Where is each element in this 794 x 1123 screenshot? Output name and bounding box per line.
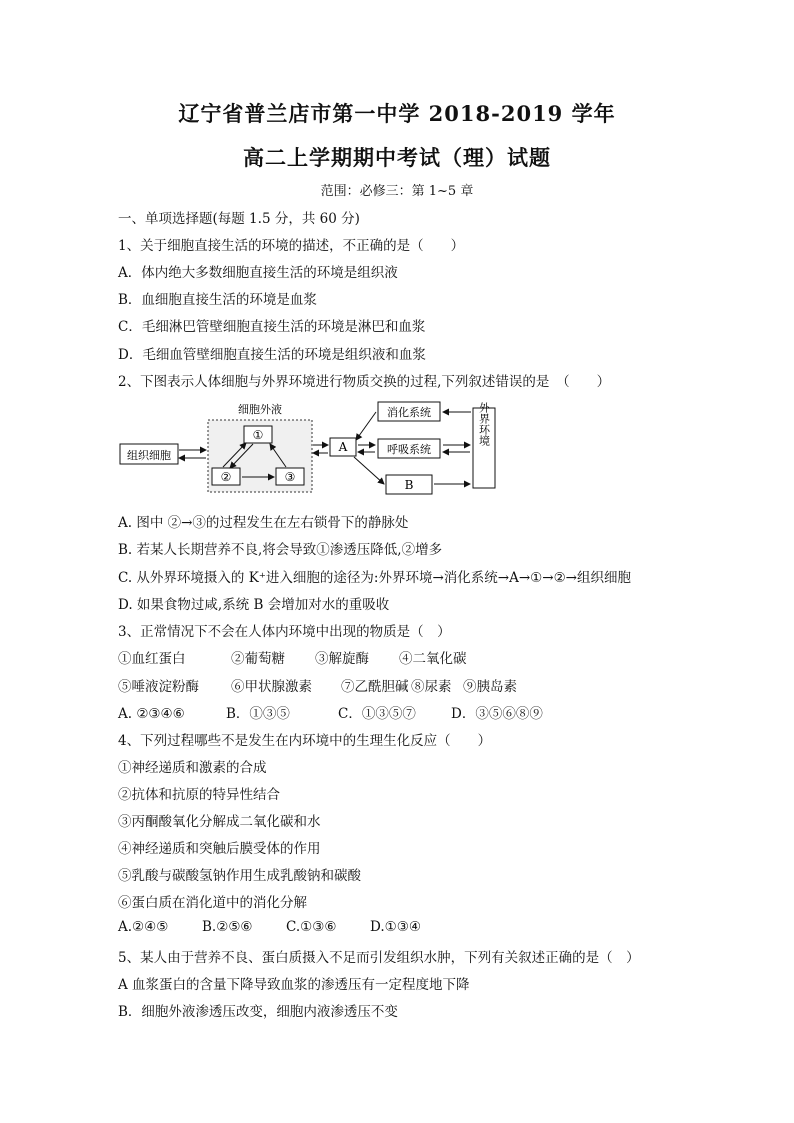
q4-item-2: ②抗体和抗原的特异性结合 bbox=[118, 787, 280, 803]
page-title-line2: 高二上学期期中考试（理）试题 bbox=[243, 145, 551, 170]
node-2-label: ② bbox=[220, 470, 232, 484]
q3-options bbox=[118, 702, 543, 722]
external-environment-label: 外界环境 bbox=[477, 402, 491, 446]
q3-stem: 3、正常情况下不会在人体内环境中出现的物质是（ ） bbox=[118, 624, 451, 640]
q3-option-c: C．①③⑤⑦ bbox=[338, 706, 416, 722]
q2-option-b: B. 若某人长期营养不良,将会导致①渗透压降低,②增多 bbox=[118, 542, 443, 558]
q4-option-b: B.②⑤⑥ bbox=[202, 919, 253, 935]
q2-exchange-diagram bbox=[118, 398, 504, 502]
q4-item-5: ⑤乳酸与碳酸氢钠作用生成乳酸钠和碳酸 bbox=[118, 868, 361, 884]
q3-item: ⑥甲状腺激素 bbox=[231, 679, 312, 695]
q4-stem: 4、下列过程哪些不是发生在内环境中的生理生化反应（ ） bbox=[118, 733, 492, 749]
q3-item: ⑨胰岛素 bbox=[463, 679, 517, 695]
q3-item: ②葡萄糖 bbox=[231, 651, 285, 667]
respiratory-system-label: 呼吸系统 bbox=[387, 443, 431, 456]
q2-option-a: A. 图中 ②→③的过程发生在左右锁骨下的静脉处 bbox=[118, 515, 409, 531]
section-heading: 一、单项选择题(每题 1.5 分，共 60 分) bbox=[118, 211, 360, 227]
q3-item: ④二氧化碳 bbox=[399, 651, 467, 667]
q2-option-c: C. 从外界环境摄入的 K⁺进入细胞的途径为:外界环境→消化系统→A→①→②→组织细胞 bbox=[118, 570, 631, 586]
page-title-line1: 辽宁省普兰店市第一中学 2018-2019 学年 bbox=[178, 101, 616, 126]
q3-items-row1 bbox=[118, 647, 467, 667]
q4-option-c: C.①③⑥ bbox=[286, 919, 337, 935]
q3-item: ⑤唾液淀粉酶 bbox=[118, 679, 199, 695]
q3-option-a: A. ②③④⑥ bbox=[118, 706, 185, 722]
tissue-cell-label: 组织细胞 bbox=[127, 449, 171, 462]
node-a-label: A bbox=[338, 440, 348, 454]
q3-item: ⑦乙酰胆碱 bbox=[341, 679, 409, 695]
exam-scope: 范围：必修三：第 1~5 章 bbox=[320, 184, 474, 199]
q3-option-d: D．③⑤⑥⑧⑨ bbox=[451, 706, 543, 722]
q4-item-6: ⑥蛋白质在消化道中的消化分解 bbox=[118, 895, 307, 911]
q1-option-c: C．毛细淋巴管壁细胞直接生活的环境是淋巴和血浆 bbox=[118, 319, 426, 335]
node-b-label: B bbox=[404, 478, 414, 492]
q4-options bbox=[118, 919, 421, 935]
q4-option-d: D.①③④ bbox=[370, 919, 421, 935]
q1-stem: 1、关于细胞直接生活的环境的描述，不正确的是（ ） bbox=[118, 238, 465, 254]
q4-item-4: ④神经递质和突触后膜受体的作用 bbox=[118, 841, 321, 857]
q1-option-d: D．毛细血管壁细胞直接生活的环境是组织液和血浆 bbox=[118, 347, 426, 363]
extracellular-label: 细胞外液 bbox=[238, 403, 282, 416]
q2-stem: 2、下图表示人体细胞与外界环境进行物质交换的过程,下列叙述错误的是 （ ） bbox=[118, 374, 611, 390]
q1-option-a: A．体内绝大多数细胞直接生活的环境是组织液 bbox=[118, 265, 398, 281]
q5-option-a: A 血浆蛋白的含量下降导致血浆的渗透压有一定程度地下降 bbox=[118, 977, 470, 993]
q3-item: ①血红蛋白 bbox=[118, 651, 186, 667]
q1-option-b: B．血细胞直接生活的环境是血浆 bbox=[118, 292, 317, 308]
q3-item: ③解旋酶 bbox=[315, 651, 369, 667]
node-1-label: ① bbox=[252, 428, 264, 442]
q4-item-1: ①神经递质和激素的合成 bbox=[118, 760, 267, 776]
q5-option-b: B．细胞外液渗透压改变，细胞内液渗透压不变 bbox=[118, 1004, 398, 1020]
q4-item-3: ③丙酮酸氧化分解成二氧化碳和水 bbox=[118, 814, 321, 830]
q2-option-d: D. 如果食物过咸,系统 B 会增加对水的重吸收 bbox=[118, 597, 390, 613]
q4-option-a: A.②④⑤ bbox=[118, 919, 169, 935]
node-3-label: ③ bbox=[284, 470, 296, 484]
q3-item: ⑧尿素 bbox=[411, 679, 452, 695]
q3-option-b: B．①③⑤ bbox=[226, 706, 290, 722]
q3-items-row2 bbox=[118, 675, 517, 695]
digestive-system-label: 消化系统 bbox=[387, 406, 431, 419]
q5-stem: 5、某人由于营养不良、蛋白质摄入不足而引发组织水肿，下列有关叙述正确的是（ ） bbox=[118, 950, 640, 966]
